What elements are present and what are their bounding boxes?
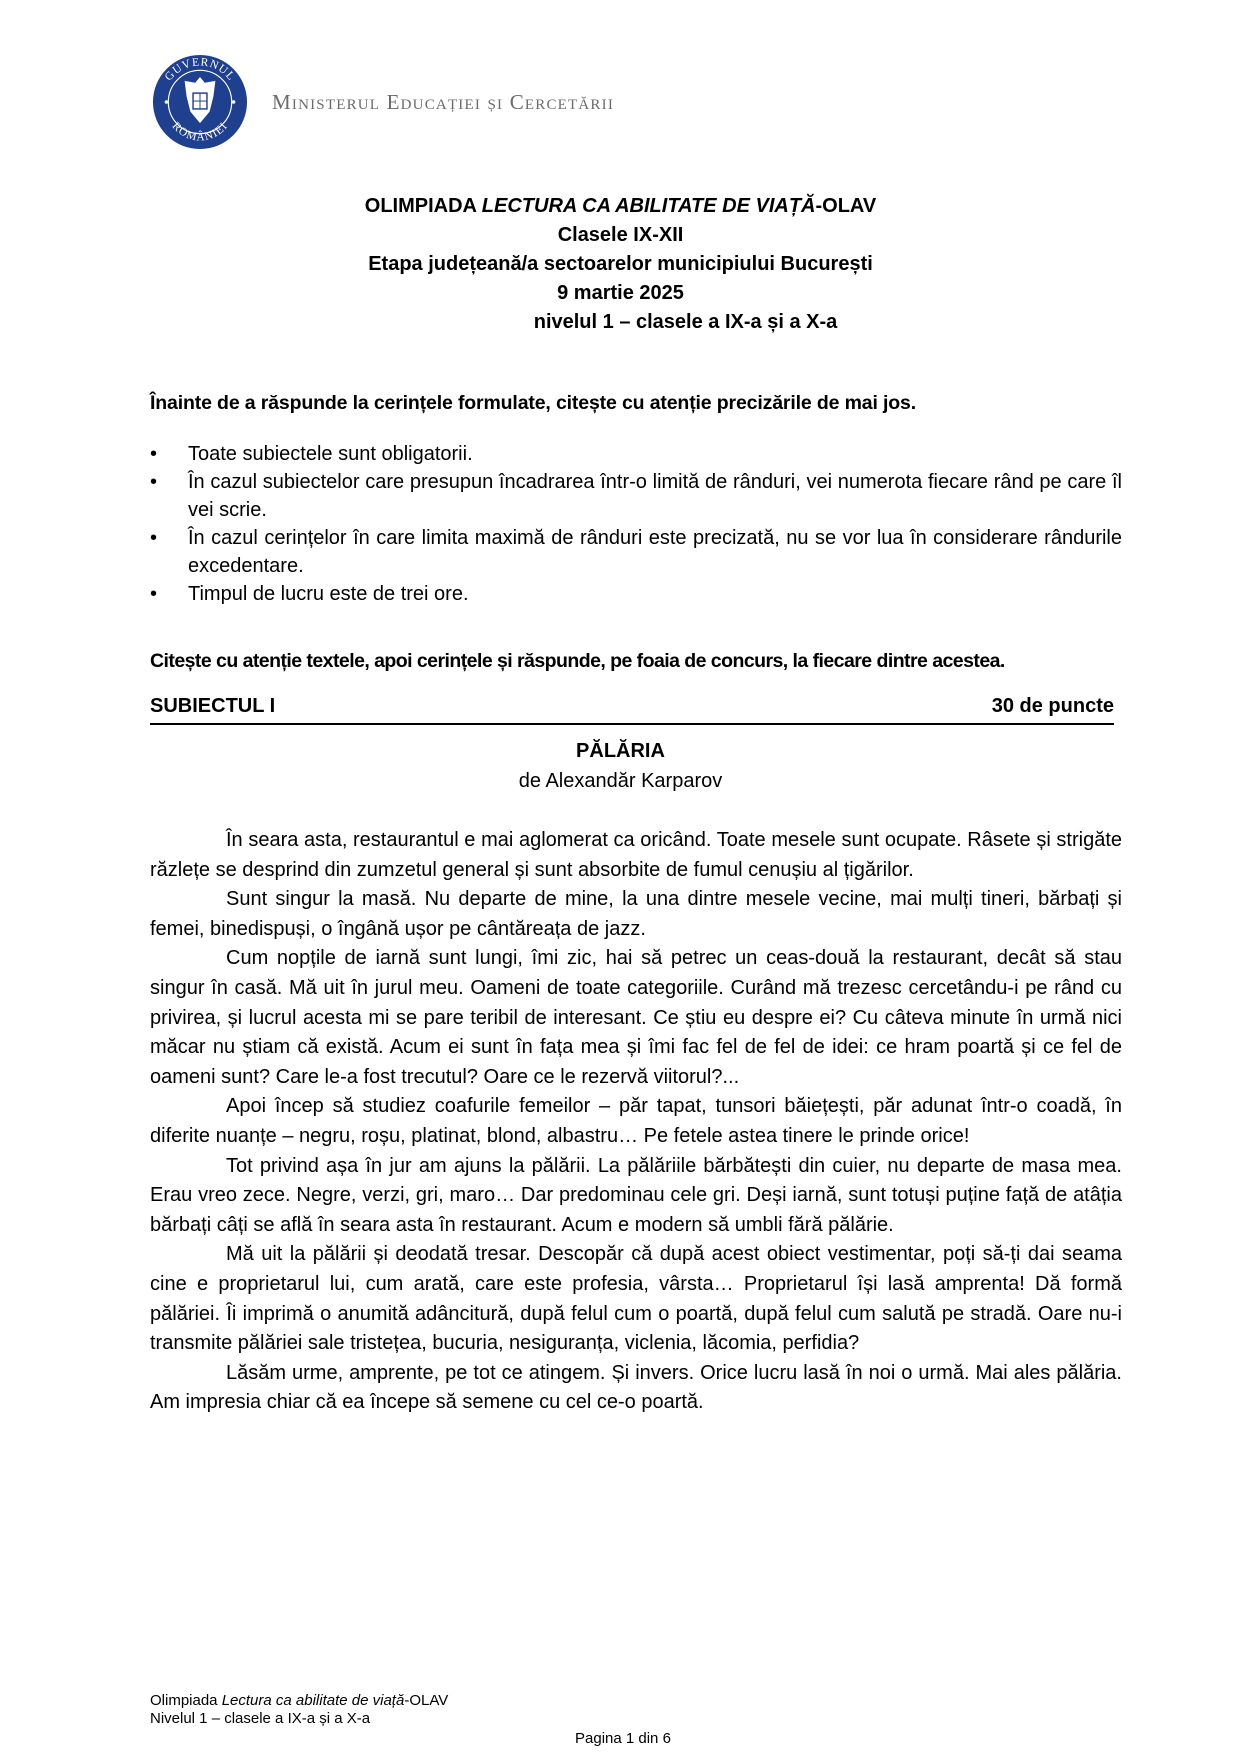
level-name: nivelul 1 – clasele a IX-a și a X-a [533, 311, 838, 333]
ministry-name: Ministerul Educației și Cercetării [272, 90, 615, 114]
footer-olympiad [150, 1692, 448, 1710]
government-seal-icon [152, 54, 248, 150]
svg-text:ROMÂNIEI: ROMÂNIEI [169, 120, 231, 144]
footer-prefix: Olimpiada [150, 1692, 222, 1709]
story-text [150, 826, 1122, 1418]
title-italic: LECTURA CA ABILITATE DE VIAȚĂ [481, 195, 816, 217]
story-paragraph: Mă uit la pălării și deodată tresar. Descopăr că după acest obiect vestimentar, poți să-ți dai seama cine e proprietarul lui, cum arată, care este profesia, vârsta… Proprietarul își lasă amprenta! Dă formă pălăriei. Îi imprimă o anumită adâncitură, după felul cum o poartă, după felul cum salută pe stradă. Oare nu-i transmite pălăriei sale tristețea, bucuria, nesiguranța, viclenia, lăcomia, perfidia? [150, 1243, 1122, 1355]
svg-text:GUVERNUL: GUVERNUL [162, 56, 238, 84]
instruction-item: • În cazul cerințelor în care limita maximă de rânduri este precizată, nu se vor lua în considerare rândurile excedentare. [150, 524, 1122, 580]
exam-date: 9 martie 2025 [557, 282, 684, 304]
story-paragraph: În seara asta, restaurantul e mai aglomerat ca oricând. Toate mesele sunt ocupate. Râsete și strigăte răzlețe se desprind din zumzetul general și sunt absorbite de fumul cenușiu al țigărilor. [150, 829, 1122, 881]
stage-name: Etapa județeană/a sectoarelor municipiului București [368, 253, 873, 275]
grade-range: Clasele IX-XII [557, 224, 684, 246]
instruction-item: • Timpul de lucru este de trei ore. [150, 580, 1122, 608]
subject-points: 30 de puncte [991, 695, 1114, 717]
footer-info [150, 1692, 448, 1728]
footer-level: Nivelul 1 – clasele a IX-a și a X-a [150, 1710, 371, 1727]
subject-label: SUBIECTUL I [150, 695, 276, 717]
story-title: PĂLĂRIA [576, 740, 665, 762]
exam-title-block [0, 192, 1241, 337]
instructions-heading: Înainte de a răspunde la cerințele formulate, citește cu atenție precizările de mai jos. [150, 392, 916, 414]
title-prefix: OLIMPIADA [364, 195, 482, 217]
subject-header [150, 695, 1114, 725]
story-paragraph: Sunt singur la masă. Nu departe de mine, la una dintre mesele vecine, mai mulți tineri, bărbați și femei, binedispuși, o îngână ușor pe cântăreața de jazz. [150, 888, 1122, 940]
olympiad-title [0, 192, 1241, 221]
footer-suffix: -OLAV [404, 1692, 449, 1709]
title-suffix: -OLAV [815, 195, 877, 217]
story-paragraph: Cum nopțile de iarnă sunt lungi, îmi zic, hai să petrec un ceas-două la restaurant, decât să stau singur în casă. Mă uit în jurul meu. Oameni de toate categoriile. Curând mă trezesc cercetându-i pe rând cu privirea, și lucrul acesta mi se pare teribil de interesant. Ce știu eu despre ei? Cu câteva minute în urmă nici măcar nu știam că există. Acum ei sunt în fața mea și îmi fac fel de fel de idei: ce hram poartă și ce fel de oameni sunt? Care le-a fost trecutul? Oare ce le rezervă viitorul?... [150, 947, 1122, 1088]
instruction-item: • Toate subiectele sunt obligatorii. [150, 440, 1122, 468]
story-author: de Alexandăr Karparov [518, 770, 723, 792]
story-paragraph: Lăsăm urme, amprente, pe tot ce atingem. Și invers. Orice lucru lasă în noi o urmă. Mai ales pălăria. Am impresia chiar că ea începe să semene cu cel ce-o poartă. [150, 1361, 1122, 1414]
story-paragraph: Apoi încep să studiez coafurile femeilor – păr tapat, tunsori băiețești, păr adunat într-o coadă, în diferite nuanțe – negru, roșu, platinat, blond, albastru… Pe fetele astea tinere le prinde orice! [150, 1095, 1122, 1147]
footer-italic: Lectura ca abilitate de viață [221, 1692, 405, 1709]
page-number: Pagina 1 din 6 [575, 1730, 671, 1747]
reading-note: Citește cu atenție textele, apoi cerințele și răspunde, pe foaia de concurs, la fiecare dintre acestea. [150, 650, 1005, 672]
instruction-item: • În cazul subiectelor care presupun încadrarea într-o limită de rânduri, vei numerota fiecare rând pe care îl vei scrie. [150, 468, 1122, 524]
instructions-list [150, 440, 1122, 608]
story-paragraph: Tot privind așa în jur am ajuns la pălării. La pălăriile bărbătești din cuier, nu departe de masa mea. Erau vreo zece. Negre, verzi, gri, maro… Dar predominau cele gri. Deși iarnă, sunt totuși puține față de atâția bărbați câți se află în seara asta în restaurant. Acum e modern să umbli fără pălărie. [150, 1154, 1122, 1236]
